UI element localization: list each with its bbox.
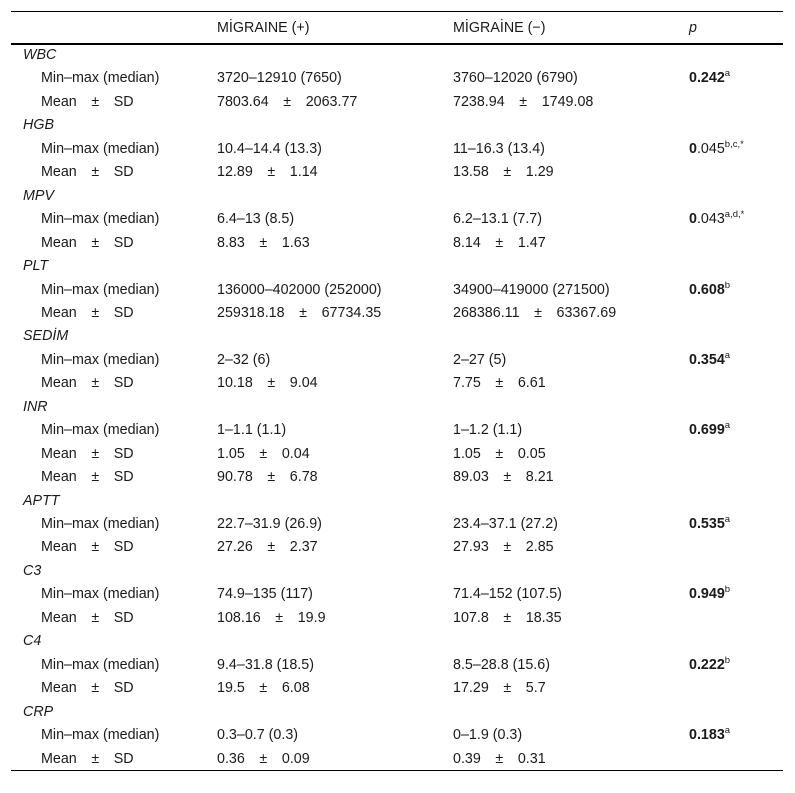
migraine-positive-plus-minus: ± (259, 445, 268, 462)
p-value-bold: 0.608 (689, 281, 725, 298)
migraine-negative-value (453, 610, 562, 627)
row-label: Min–max (median) (41, 656, 160, 673)
migraine-positive-mean: 259318.18 (217, 304, 285, 321)
migraine-negative-plus-minus: ± (495, 750, 504, 767)
migraine-positive-plus-minus: ± (267, 469, 276, 486)
migraine-negative-plus-minus: ± (519, 93, 528, 110)
p-value-bold: 0.242 (689, 70, 725, 87)
migraine-negative-plus-minus: ± (495, 375, 504, 392)
migraine-negative-value: 34900–419000 (271500) (453, 281, 610, 298)
migraine-negative-value (453, 305, 616, 322)
migraine-positive-mean: 0.36 (217, 750, 245, 767)
row-label-sd: SD (113, 164, 134, 181)
row-label (41, 235, 134, 252)
migraine-positive-value: 9.4–31.8 (18.5) (217, 656, 314, 673)
row-label (41, 164, 134, 181)
migraine-positive-sd: 9.04 (289, 375, 318, 392)
group-label-aptt: APTT (23, 492, 60, 509)
row-label-sd: SD (113, 304, 134, 321)
migraine-negative-value (453, 94, 593, 111)
migraine-negative-value (453, 164, 554, 181)
migraine-positive-value (217, 446, 310, 463)
row-label-plus-minus: ± (91, 750, 100, 767)
p-value (689, 516, 730, 533)
migraine-positive-value (217, 375, 318, 392)
migraine-negative-value: 8.5–28.8 (15.6) (453, 656, 550, 673)
row-label-mean: Mean (41, 164, 77, 181)
p-value-bold: 0 (689, 140, 697, 157)
migraine-positive-mean: 1.05 (217, 445, 245, 462)
p-value-footnote: a (724, 68, 731, 80)
migraine-positive-value (217, 305, 381, 322)
migraine-negative-sd: 63367.69 (556, 304, 617, 321)
migraine-positive-plus-minus: ± (267, 539, 276, 556)
migraine-negative-plus-minus: ± (503, 469, 512, 486)
p-value (689, 70, 730, 87)
row-label-sd: SD (113, 469, 134, 486)
migraine-negative-value (453, 446, 546, 463)
group-label-wbc: WBC (23, 47, 57, 63)
migraine-positive-sd: 1.14 (289, 164, 318, 181)
p-value-bold: 0.354 (689, 351, 725, 368)
row-label (41, 751, 134, 768)
migraine-positive-plus-minus: ± (259, 234, 268, 251)
migraine-positive-value: 3720–12910 (7650) (217, 70, 342, 87)
p-value (689, 727, 730, 744)
migraine-negative-value (453, 751, 546, 768)
migraine-positive-value (217, 539, 318, 556)
row-label-sd: SD (113, 609, 134, 626)
migraine-negative-value: 1–1.2 (1.1) (453, 422, 523, 439)
p-value-bold: 0 (689, 211, 697, 228)
p-value (689, 279, 731, 299)
header-migraine-positive: MİGRAINE (+) (217, 20, 310, 36)
migraine-negative-value (453, 539, 554, 556)
migraine-positive-mean: 27.26 (217, 539, 253, 556)
p-value-bold: 0.535 (689, 516, 725, 532)
p-value (689, 211, 744, 228)
migraine-positive-sd: 0.09 (281, 750, 310, 767)
p-value-rest: .043 (696, 211, 725, 228)
migraine-positive-mean: 8.83 (217, 234, 245, 251)
migraine-negative-sd: 0.31 (517, 750, 546, 767)
migraine-negative-sd: 5.7 (525, 680, 546, 697)
migraine-positive-value (217, 94, 357, 111)
migraine-positive-value: 2–32 (6) (217, 351, 271, 368)
row-label-mean: Mean (41, 750, 77, 767)
migraine-negative-sd: 1.29 (525, 164, 554, 181)
group-label-sedi̇m: SEDİM (23, 328, 69, 345)
row-label-sd: SD (113, 93, 134, 110)
row-label (41, 680, 134, 697)
migraine-positive-plus-minus: ± (267, 375, 276, 392)
row-label-plus-minus: ± (91, 304, 100, 321)
row-label-sd: SD (113, 750, 134, 767)
migraine-negative-plus-minus: ± (495, 445, 504, 462)
row-label (41, 305, 134, 322)
row-label-mean: Mean (41, 234, 77, 251)
migraine-negative-mean: 27.93 (453, 539, 489, 556)
migraine-positive-value: 74.9–135 (117) (217, 586, 313, 603)
migraine-negative-plus-minus: ± (534, 304, 542, 321)
group-label-mpv: MPV (23, 187, 54, 204)
row-label-mean: Mean (41, 609, 77, 626)
migraine-positive-value (217, 469, 318, 486)
migraine-negative-value (453, 680, 546, 697)
table-header (11, 11, 783, 44)
row-label-sd: SD (113, 680, 134, 697)
migraine-negative-mean: 8.14 (453, 234, 481, 251)
row-label-plus-minus: ± (91, 164, 100, 181)
migraine-negative-mean: 89.03 (453, 469, 489, 486)
migraine-positive-mean: 90.78 (217, 469, 253, 486)
migraine-positive-value: 10.4–14.4 (13.3) (217, 140, 322, 157)
group-label-c3: C3 (23, 562, 42, 579)
row-label (41, 539, 134, 556)
row-label: Min–max (median) (41, 727, 160, 744)
migraine-negative-mean: 268386.11 (453, 304, 520, 321)
p-value-footnote: b (724, 654, 731, 666)
row-label-mean: Mean (41, 304, 77, 321)
row-label: Min–max (median) (41, 140, 160, 157)
migraine-positive-sd: 6.78 (289, 469, 318, 486)
migraine-negative-value: 23.4–37.1 (27.2) (453, 516, 558, 532)
migraine-negative-sd: 8.21 (525, 469, 554, 486)
row-label-plus-minus: ± (91, 469, 100, 486)
p-value-footnote: a,d,* (724, 209, 745, 221)
migraine-negative-value (453, 375, 546, 392)
p-value-bold: 0.949 (689, 586, 725, 603)
migraine-positive-sd: 67734.35 (321, 304, 382, 321)
row-label-sd: SD (113, 445, 134, 462)
header-rule (11, 43, 783, 45)
p-value-footnote: a (724, 420, 731, 432)
row-label (41, 610, 134, 627)
migraine-negative-value (453, 235, 546, 252)
migraine-negative-mean: 7.75 (453, 375, 481, 392)
group-label-c4: C4 (23, 633, 42, 650)
p-value-bold: 0.183 (689, 727, 725, 744)
migraine-positive-mean: 10.18 (217, 375, 253, 392)
migraine-positive-mean: 7803.64 (217, 93, 269, 110)
migraine-positive-value: 0.3–0.7 (0.3) (217, 727, 299, 744)
migraine-negative-sd: 6.61 (517, 375, 546, 392)
row-label-sd: SD (113, 539, 134, 556)
migraine-positive-value (217, 680, 310, 697)
header-migraine-negative: MİGRAİNE (−) (453, 20, 546, 36)
p-value-footnote: b (724, 584, 731, 596)
group-label-plt: PLT (23, 258, 49, 275)
migraine-negative-plus-minus: ± (503, 164, 512, 181)
p-value (689, 654, 731, 674)
migraine-positive-value: 136000–402000 (252000) (217, 281, 382, 298)
row-label-plus-minus: ± (91, 539, 100, 556)
p-value-bold: 0.222 (689, 656, 725, 673)
migraine-negative-mean: 17.29 (453, 680, 489, 697)
p-value-footnote: b,c,* (724, 139, 744, 151)
migraine-positive-sd: 2.37 (289, 539, 318, 556)
migraine-negative-value (453, 469, 554, 486)
migraine-positive-sd: 2063.77 (305, 93, 358, 110)
migraine-positive-plus-minus: ± (299, 304, 308, 321)
row-label: Min–max (median) (41, 351, 160, 368)
row-label: Min–max (median) (41, 211, 160, 228)
row-label: Min–max (median) (41, 586, 160, 603)
row-label: Min–max (median) (41, 422, 160, 439)
p-value-bold: 0.699 (689, 422, 725, 439)
row-label (41, 446, 134, 463)
row-label-sd: SD (113, 375, 134, 392)
p-value-footnote: a (724, 514, 731, 526)
group-label-crp: CRP (23, 703, 54, 720)
row-label-plus-minus: ± (91, 234, 100, 251)
row-label-sd: SD (113, 234, 134, 251)
migraine-positive-plus-minus: ± (283, 93, 292, 110)
row-label-plus-minus: ± (91, 609, 100, 626)
row-label: Min–max (median) (41, 516, 160, 532)
header-p-value: p (689, 20, 697, 36)
p-value (689, 586, 730, 603)
row-label-mean: Mean (41, 469, 77, 486)
migraine-positive-value: 22.7–31.9 (26.9) (217, 516, 322, 532)
migraine-positive-mean: 12.89 (217, 164, 253, 181)
migraine-positive-value (217, 164, 318, 181)
migraine-negative-sd: 0.05 (517, 445, 546, 462)
migraine-negative-mean: 107.8 (453, 609, 489, 626)
migraine-positive-sd: 0.04 (281, 445, 310, 462)
migraine-negative-mean: 13.58 (453, 164, 489, 181)
p-value (689, 352, 730, 369)
migraine-negative-sd: 1749.08 (541, 93, 594, 110)
row-label-mean: Mean (41, 445, 77, 462)
migraine-positive-sd: 19.9 (297, 609, 326, 626)
migraine-negative-sd: 2.85 (525, 539, 554, 556)
row-label-mean: Mean (41, 93, 77, 110)
p-value-footnote: b (724, 279, 731, 291)
migraine-negative-sd: 1.47 (517, 234, 546, 251)
migraine-negative-mean: 1.05 (453, 445, 481, 462)
row-label-plus-minus: ± (91, 445, 100, 462)
row-label: Min–max (median) (41, 70, 160, 87)
migraine-positive-plus-minus: ± (275, 609, 284, 626)
migraine-negative-plus-minus: ± (503, 539, 512, 556)
p-value (689, 422, 730, 439)
p-value-footnote: a (724, 725, 731, 737)
migraine-positive-sd: 1.63 (281, 234, 310, 251)
p-value (689, 141, 744, 158)
migraine-positive-mean: 108.16 (217, 609, 261, 626)
migraine-negative-plus-minus: ± (503, 680, 512, 697)
migraine-negative-value: 71.4–152 (107.5) (453, 586, 562, 603)
migraine-negative-value: 0–1.9 (0.3) (453, 727, 523, 744)
migraine-negative-value: 3760–12020 (6790) (453, 70, 578, 87)
migraine-negative-plus-minus: ± (503, 609, 512, 626)
migraine-negative-value: 6.2–13.1 (7.7) (453, 211, 543, 228)
group-label-hgb: HGB (23, 117, 54, 134)
migraine-negative-plus-minus: ± (495, 234, 504, 251)
migraine-negative-sd: 18.35 (525, 609, 562, 626)
row-label-plus-minus: ± (91, 680, 100, 697)
row-label-mean: Mean (41, 680, 77, 697)
row-label-mean: Mean (41, 539, 77, 556)
bottom-rule (11, 770, 783, 771)
migraine-positive-value (217, 235, 310, 252)
p-value-rest: .045 (696, 140, 725, 157)
migraine-positive-value (217, 751, 310, 768)
row-label: Min–max (median) (41, 281, 160, 298)
migraine-positive-sd: 6.08 (281, 680, 310, 697)
migraine-positive-value: 6.4–13 (8.5) (217, 211, 295, 228)
migraine-negative-mean: 7238.94 (453, 93, 505, 110)
migraine-positive-value: 1–1.1 (1.1) (217, 422, 287, 439)
row-label-plus-minus: ± (91, 375, 100, 392)
migraine-negative-value: 11–16.3 (13.4) (453, 140, 545, 157)
row-label (41, 375, 134, 392)
row-label (41, 94, 134, 111)
row-label (41, 469, 134, 486)
row-label-mean: Mean (41, 375, 77, 392)
migraine-negative-value: 2–27 (5) (453, 351, 507, 368)
group-label-inr: INR (23, 398, 48, 415)
migraine-positive-plus-minus: ± (267, 164, 276, 181)
p-value-footnote: a (724, 350, 731, 362)
migraine-positive-plus-minus: ± (259, 750, 268, 767)
migraine-positive-value (217, 610, 326, 627)
migraine-positive-plus-minus: ± (259, 680, 268, 697)
row-label-plus-minus: ± (91, 93, 100, 110)
migraine-negative-mean: 0.39 (453, 750, 481, 767)
migraine-positive-mean: 19.5 (217, 680, 245, 697)
